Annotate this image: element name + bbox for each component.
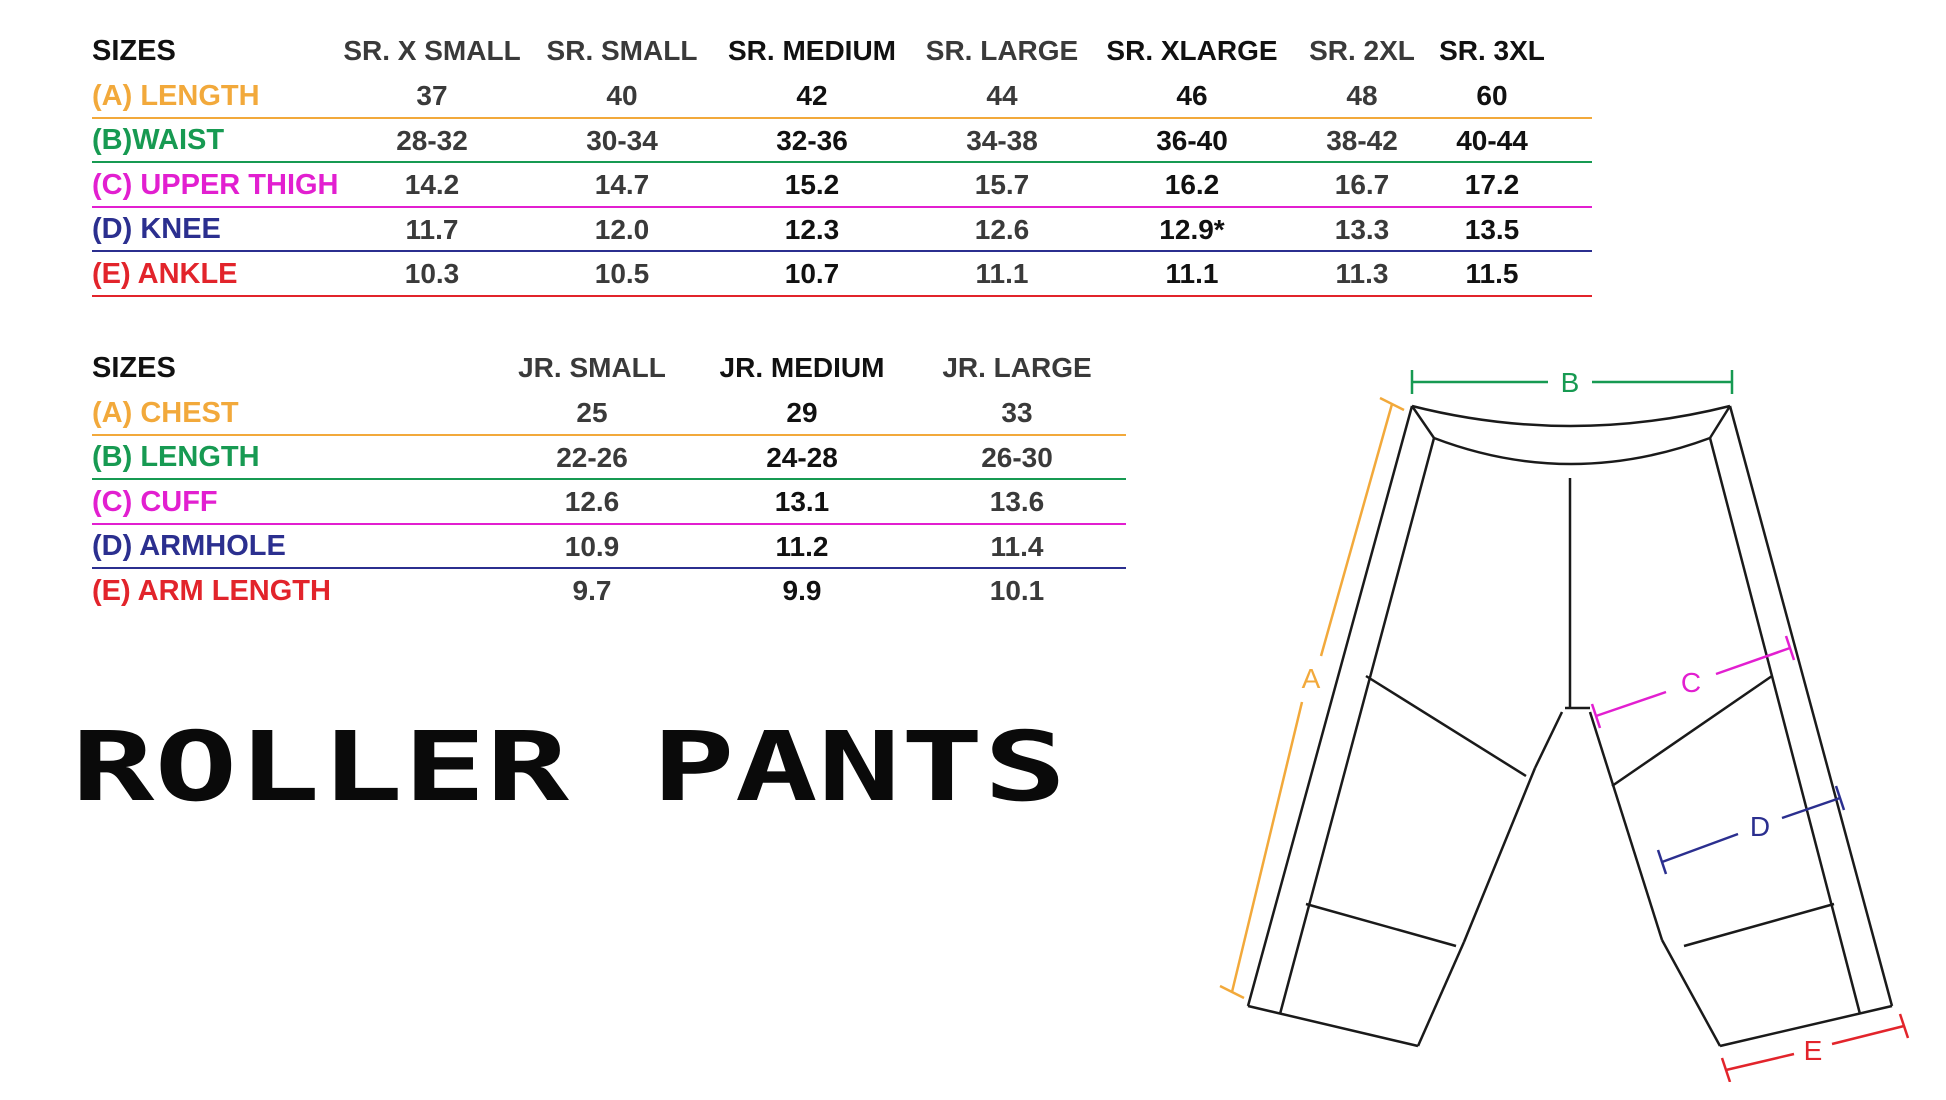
table-cell: 10.5 [594,258,650,290]
table-cell: 12.6 [974,213,1030,245]
table-cell: 13.1 [774,486,830,518]
senior-col-header: SR. 3XL [1439,35,1545,66]
senior-col-header: SR. X SMALL [343,35,521,66]
junior-col-header: JR. LARGE [942,352,1092,383]
table-cell: 17.2 [1464,169,1520,201]
junior-header-row [92,345,1126,391]
row-label: (E) ARM LENGTH [92,574,331,607]
junior-row-cuff [92,480,1126,525]
table-cell: 32-36 [776,124,848,156]
table-cell: 33 [1001,397,1033,429]
senior-row-upper-thigh [92,163,1592,208]
table-cell: 46 [1176,80,1208,112]
dim-label-e: E [1803,1035,1823,1066]
dim-label-a: A [1301,663,1321,694]
table-cell: 12.3 [784,213,840,245]
senior-col-header: SR. XLARGE [1106,35,1278,66]
table-cell: 11.3 [1335,258,1389,290]
table-cell: 13.3 [1334,213,1390,245]
junior-row-armhole [92,525,1126,570]
table-cell: 11.4 [990,530,1044,562]
table-cell: 16.2 [1164,169,1220,201]
table-cell: 10.3 [404,258,460,290]
table-cell: 40-44 [1456,124,1528,156]
junior-row-arm-length [92,569,1126,614]
row-label: (D) KNEE [92,213,221,246]
senior-row-length [92,74,1592,119]
table-cell: 30-34 [586,124,658,156]
table-cell: 12.6 [564,486,620,518]
table-cell: 13.6 [989,486,1045,518]
senior-size-table [92,28,1592,297]
table-cell: 29 [786,397,818,429]
table-cell: 36-40 [1156,124,1228,156]
junior-col-header: JR. SMALL [518,352,666,383]
table-cell: 11.5 [1465,258,1519,290]
junior-col-header: JR. MEDIUM [719,352,885,383]
table-cell: 10.9 [564,530,620,562]
table-cell: 12.0 [594,213,650,245]
table-cell: 10.7 [784,258,840,290]
table-cell: 44 [986,80,1018,112]
row-label: (E) ANKLE [92,257,238,290]
dim-label-c: C [1680,667,1702,698]
table-cell: 25 [576,397,608,429]
table-cell: 11.1 [975,258,1029,290]
senior-col-header: SR. LARGE [925,35,1079,66]
table-cell: 42 [796,80,828,112]
table-cell: 11.2 [775,530,829,562]
length-dimension-line [1220,398,1404,998]
junior-sizes-label: SIZES [92,351,176,384]
dim-label-d: D [1749,811,1771,842]
table-cell: 26-30 [981,441,1053,473]
table-cell: 11.7 [405,213,459,245]
roller-pants-title [72,724,1067,814]
row-label: (A) CHEST [92,396,239,429]
table-cell: 38-42 [1326,124,1398,156]
table-cell: 34-38 [966,124,1038,156]
table-cell: 16.7 [1334,169,1390,201]
row-label: (C) UPPER THIGH [92,168,339,201]
senior-row-knee [92,208,1592,253]
senior-sizes-label: SIZES [92,34,176,67]
row-divider [92,295,1592,297]
table-cell: 10.1 [989,575,1045,607]
table-cell: 28-32 [396,124,468,156]
table-cell: 15.7 [974,169,1030,201]
row-label: (B)WAIST [92,124,225,157]
table-cell: 11.1 [1165,258,1219,290]
table-cell: 22-26 [556,441,628,473]
row-label: (D) ARMHOLE [92,530,286,563]
dim-label-b: B [1560,367,1580,398]
table-cell: 15.2 [784,169,840,201]
senior-row-waist [92,119,1592,164]
table-cell: 60 [1476,80,1508,112]
table-cell: 12.9* [1159,213,1225,245]
row-label: (B) LENGTH [92,441,260,474]
senior-row-ankle [92,252,1592,297]
senior-col-header: SR. MEDIUM [728,35,896,66]
junior-row-length [92,436,1126,481]
table-cell: 9.9 [782,575,822,607]
senior-col-header: SR. SMALL [546,35,698,66]
senior-header-row [92,28,1592,74]
table-cell: 24-28 [766,441,838,473]
senior-col-header: SR. 2XL [1309,35,1415,66]
row-label: (C) CUFF [92,485,218,518]
table-cell: 40 [606,80,638,112]
table-cell: 14.7 [594,169,650,201]
table-cell: 48 [1346,80,1378,112]
table-cell: 9.7 [572,575,612,607]
table-cell: 13.5 [1464,213,1520,245]
row-label: (A) LENGTH [92,79,260,112]
table-cell: 37 [416,80,448,112]
junior-size-table [92,345,1126,614]
pants-outline [1248,406,1892,1046]
junior-row-chest [92,391,1126,436]
title-text: ROLLER PANTS [72,724,1067,814]
pants-measurement-diagram [1185,352,1925,1082]
table-cell: 14.2 [404,169,460,201]
